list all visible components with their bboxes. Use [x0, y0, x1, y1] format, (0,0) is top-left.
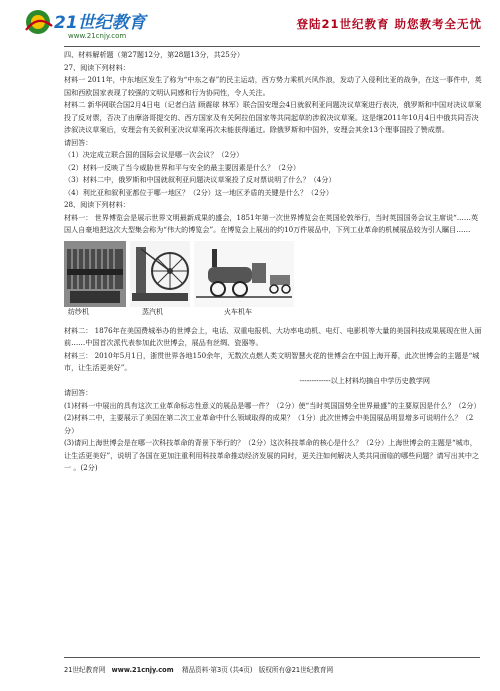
q27-item-3: （3）材料二中，俄罗斯和中国就叙利亚问题决议草案投了反对票说明了什么？（4分）	[64, 175, 336, 184]
q28-source: -------------以上材料均摘自中学历史教学网	[299, 375, 430, 385]
q27-prompt: 请回答：	[64, 137, 93, 147]
header-slogan: 登陆21世纪教育 助您教考全无忧	[296, 17, 482, 31]
header-divider	[64, 46, 480, 47]
q28-title: 28、阅读下列材料：	[64, 200, 130, 209]
q27-item-2: （2）材料一反映了当今威胁世界和平与安全的最主要因素是什么？（2分）	[64, 162, 301, 172]
q27-material-1: 材料一 2011年，中东地区发生了称为“中东之春”的民主运动，西方势力乘机兴风作浪，发动了入侵利比亚的战争，在这一事件中，英国和西欧国家表现了较强的文明认同感和行为协同性，令人关注。	[64, 75, 482, 97]
q28-item-1: (1)材料一中展出的具有这次工业革命标志性意义的展品是哪一件？（2分）使“当时英国国势全世界最盛”的主要原因是什么？（2分）	[64, 400, 481, 410]
q28-item-3: (3)请问上海世博会是在哪一次科技革命的背景下举行的？（2分）这次科技革命的核心是什么？（2分）上海世博会的主题是“城市，让生活更美好”，说明了各国在更加注重利用科技革命推动经济发展的同时，更关注如何解决人类共同面临的哪些问题？请写出其中之一 。(2分)	[64, 438, 480, 472]
q28-material-2: 材料二： 1876年在美国费城举办的世博会上，电话、双重电报机、大功率电动机、电灯、电影机等大量的美国科技成果展现在世人面前……中国首次派代表参加此次世博会，展品有丝绸、瓷器等。	[64, 325, 482, 347]
section-title: 四、材料解析题（第27题12分，第28题13分，共25分）	[64, 50, 244, 59]
footer-page-info: 精品资料·第3页 (共4页)	[181, 666, 253, 674]
q28-item-2: (2)材料二中，主要展示了美国在第二次工业革命中什么领域取得的成果？（1分）此次世博会中美国展品明显增多可说明什么？（2分）	[64, 413, 474, 435]
footer-divider	[64, 657, 480, 658]
q28-prompt: 请回答：	[64, 388, 93, 397]
q27-item-4: （4）利比亚和叙利亚都位于哪一地区？（2分）这一地区矛盾的关键是什么？（2分）	[64, 187, 333, 197]
spinning-machine-image	[64, 241, 126, 307]
page-footer	[64, 664, 482, 674]
q27-title: 27、阅读下列材料：	[64, 62, 130, 72]
steam-engine-image	[130, 241, 190, 307]
caption-steam-engine: 蒸汽机	[142, 307, 163, 316]
svg-text:www.21cnjy.com: www.21cnjy.com	[68, 32, 127, 40]
locomotive-image	[194, 241, 294, 307]
q27-material-2: 材料二 新华网联合国2月4日电（记者白洁 顾震球 林军）联合国安理会4日就叙利亚问题决议草案进行表决，俄罗斯和中国对决议草案投了反对票，否决了由摩洛哥提交的、西方国家及有关阿拉伯国家等共同起草的涉叙决议草案。这是继2011年10月4日中俄共同否决涉叙决议草案后，安理会有关叙利亚决议草案再次未能获得通过。除俄罗斯和中国外，安理会其余13个理事国投了赞成票。	[64, 100, 482, 134]
caption-spinning-machine: 纺纱机	[68, 307, 89, 316]
footer-copyright: 版权所有@21世纪教育网	[258, 666, 334, 674]
page-header	[0, 0, 500, 46]
caption-locomotive: 火车机车	[224, 307, 252, 316]
footer-url[interactable]: www.21cnjy.com	[111, 666, 174, 674]
document-body	[64, 49, 482, 475]
q28-material-3: 材料三： 2010年5月1日，浙贯世界各地150余年，无数次点燃人类文明智慧火花的世博会在中国上海开幕，此次世博会的主题是“城市，让生活更美好”。	[64, 350, 480, 372]
site-logo	[22, 6, 172, 42]
footer-site-name: 21世纪教育网	[64, 666, 106, 674]
svg-text:21世纪教育: 21世纪教育	[54, 13, 146, 33]
q28-material-1: 材料一： 世界博览会是展示世界文明最新成果的盛会，1851年第一次世界博览会在英国伦敦举行，当时英国国务会议主席说“……英国人自豪地把这次大型集会称为“伟大的博览会”。在博览会上展出的约10万件展品中，下列工业革命的机械展品较为引人瞩目……	[64, 212, 479, 234]
q27-item-1: （1）决定成立联合国的国际会议是哪一次会议？（2分）	[64, 150, 244, 159]
exhibit-photos	[64, 239, 482, 325]
